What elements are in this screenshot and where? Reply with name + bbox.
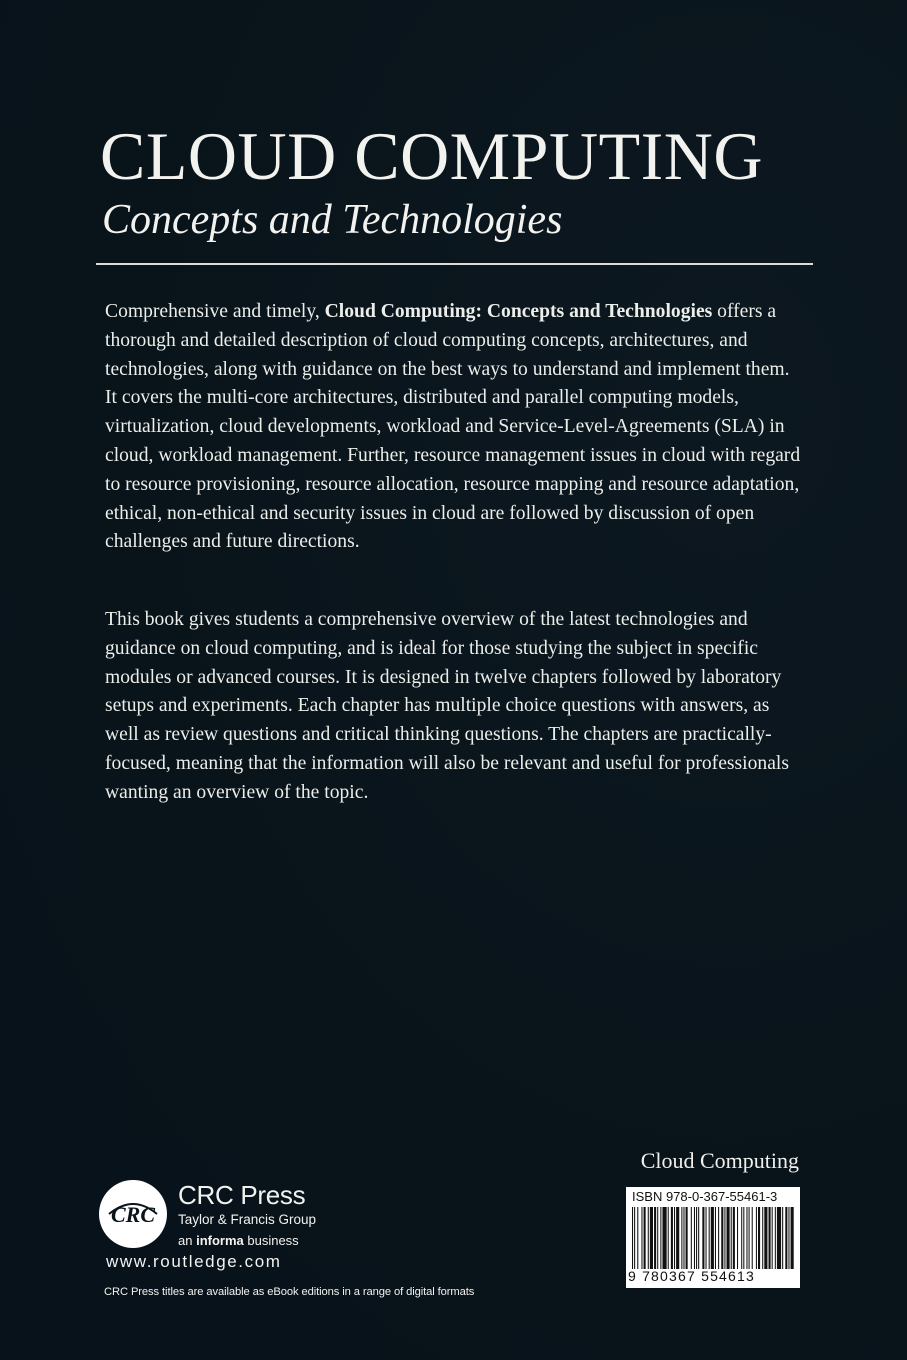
barcode-bar bbox=[683, 1207, 684, 1269]
barcode-bar bbox=[764, 1207, 767, 1269]
barcode-bar bbox=[674, 1207, 675, 1269]
barcode-bar bbox=[711, 1207, 714, 1269]
barcode-bar bbox=[654, 1207, 656, 1269]
isbn-barcode bbox=[626, 1187, 800, 1288]
barcode-bar bbox=[752, 1207, 753, 1269]
barcode-bar bbox=[737, 1207, 738, 1269]
publisher-name: CRC Press bbox=[178, 1180, 306, 1210]
barcode-bar bbox=[660, 1207, 661, 1269]
barcode-bar bbox=[782, 1207, 783, 1269]
barcode-bar bbox=[715, 1207, 716, 1269]
crc-logo-text: CRC bbox=[110, 1202, 156, 1227]
barcode-bar bbox=[741, 1207, 742, 1269]
barcode-bar bbox=[724, 1207, 725, 1269]
description-paragraph-2: This book gives students a comprehensive overview of the latest technologies and guidance on cloud computing, and is ideal for those studying the subject in specific modules or advanced courses. It is designed in twelve chapters followed by laboratory setups and experiments. Each chapter has multiple choice questions with answers, as well as review questions and critical thinking questions. The chapters are practically-focused, meaning that the information will also be relevant and useful for professionals wanting an overview of the topic. bbox=[105, 609, 789, 803]
barcode-bar bbox=[650, 1207, 653, 1269]
barcode-bar bbox=[657, 1207, 658, 1269]
barcode-bar bbox=[772, 1207, 773, 1269]
publisher-url[interactable]: www.routledge.com bbox=[106, 1252, 282, 1271]
title-divider bbox=[96, 263, 813, 265]
tagline-informa: informa bbox=[196, 1233, 244, 1248]
barcode-bar bbox=[758, 1207, 760, 1269]
barcode-bar bbox=[733, 1207, 735, 1269]
barcode-bar bbox=[775, 1207, 776, 1269]
publisher-group: Taylor & Francis Group bbox=[178, 1212, 317, 1227]
barcode-bar bbox=[668, 1207, 669, 1269]
barcode-bar bbox=[769, 1207, 771, 1269]
tagline-suffix: business bbox=[243, 1233, 299, 1248]
barcode-bar bbox=[632, 1207, 633, 1269]
barcode-bar bbox=[648, 1207, 649, 1269]
isbn-number: ISBN 978-0-367-55461-3 bbox=[632, 1189, 778, 1204]
series-label: Cloud Computing bbox=[640, 1148, 799, 1173]
description-paragraph-1 bbox=[105, 298, 805, 557]
barcode-bar bbox=[686, 1207, 688, 1269]
barcode-bars bbox=[630, 1207, 796, 1269]
barcode-bar bbox=[762, 1207, 763, 1269]
barcode-bar bbox=[756, 1207, 757, 1269]
barcode-bar bbox=[637, 1207, 638, 1269]
barcode-bar bbox=[785, 1207, 787, 1269]
crc-logo bbox=[99, 1180, 167, 1248]
tagline-prefix: an bbox=[178, 1233, 197, 1248]
book-subtitle: Concepts and Technologies bbox=[102, 197, 563, 243]
barcode-bar bbox=[676, 1207, 679, 1269]
barcode-bar bbox=[709, 1207, 710, 1269]
barcode-bar bbox=[746, 1207, 747, 1269]
barcode-bar bbox=[777, 1207, 781, 1269]
barcode-bar bbox=[698, 1207, 699, 1269]
barcode-bar bbox=[731, 1207, 732, 1269]
barcode-bar bbox=[662, 1207, 666, 1269]
book-title: CLOUD COMPUTING bbox=[100, 118, 763, 194]
barcode-digits: 9 780367 554613 bbox=[628, 1268, 755, 1284]
barcode-bar bbox=[691, 1207, 692, 1269]
ebook-availability-note: CRC Press titles are available as eBook editions in a range of digital formats bbox=[104, 1286, 475, 1298]
barcode-bar bbox=[788, 1207, 789, 1269]
barcode-bar bbox=[743, 1207, 744, 1269]
barcode-bar bbox=[791, 1207, 794, 1269]
para1-body: offers a thorough and detailed description of cloud computing concepts, architectures, and technologies, along with guidance on the best ways to understand and implement them. It covers the multi-core architectures, distributed and parallel computing models, virtualization, cloud developments, workload and Service-Level-Agreements (SLA) in cloud, workload management. Further, resource management issues in cloud with regard to resource provisioning, resource allocation, resource mapping and resource adaptation, ethical, non-ethical and security issues in cloud are followed by discussion of open challenges and future directions. bbox=[105, 301, 801, 553]
barcode-bar bbox=[696, 1207, 697, 1269]
barcode-bar bbox=[718, 1207, 719, 1269]
barcode-bar bbox=[706, 1207, 707, 1269]
publisher-tagline bbox=[178, 1233, 299, 1248]
barcode-bar bbox=[681, 1207, 682, 1269]
barcode-bar bbox=[641, 1207, 642, 1269]
barcode-bar bbox=[727, 1207, 730, 1269]
para1-intro: Comprehensive and timely, bbox=[105, 301, 325, 322]
para1-book-name: Cloud Computing: Concepts and Technologies bbox=[324, 301, 713, 322]
barcode-bar bbox=[671, 1207, 673, 1269]
barcode-bar bbox=[702, 1207, 704, 1269]
barcode-bar bbox=[721, 1207, 723, 1269]
barcode-bar bbox=[644, 1207, 646, 1269]
barcode-bar bbox=[694, 1207, 695, 1269]
barcode-bar bbox=[634, 1207, 635, 1269]
barcode-bar bbox=[749, 1207, 750, 1269]
crc-logo-icon bbox=[99, 1180, 167, 1248]
